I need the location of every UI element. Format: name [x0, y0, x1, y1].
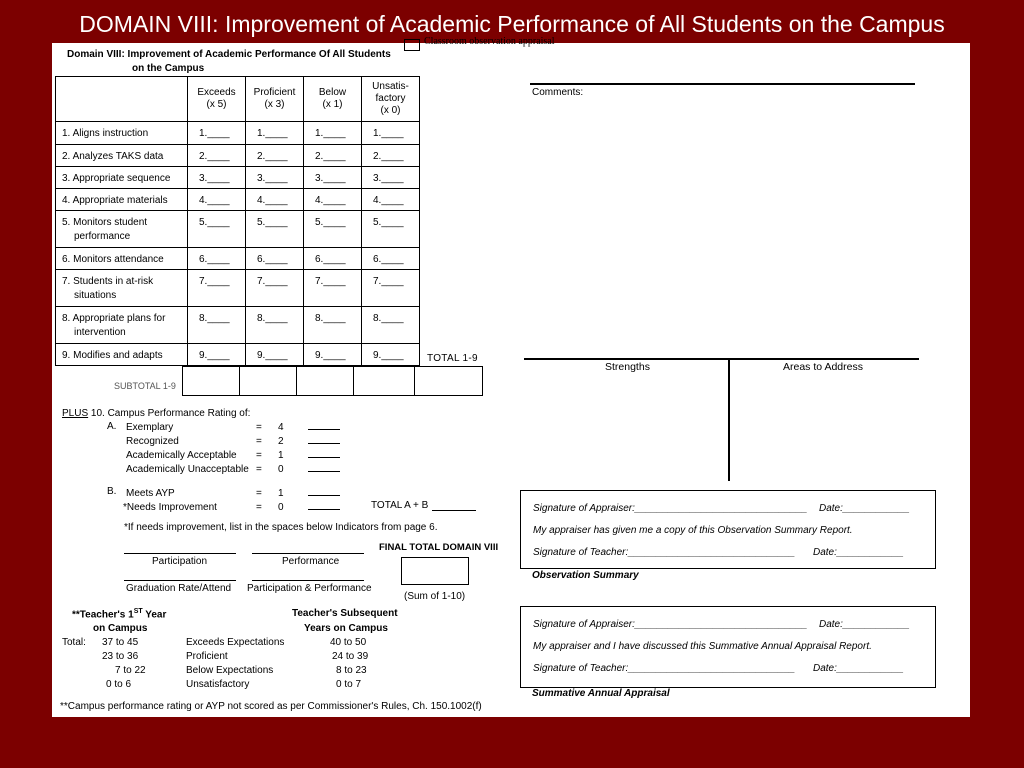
- subsequent-title: Teacher's Subsequent: [292, 608, 398, 619]
- table-row: [56, 344, 420, 366]
- first-year-title-2: on Campus: [93, 623, 148, 634]
- participation-blank[interactable]: [124, 553, 236, 554]
- appraiser-date-line[interactable]: Date:____________: [819, 503, 910, 514]
- footnote: **Campus performance rating or AYP not scored as per Commissioner's Rules, Ch. 150.1002(f): [60, 701, 482, 712]
- graduation-label: Graduation Rate/Attend: [126, 583, 232, 594]
- rating-row: Academically Unacceptable = 0: [126, 462, 340, 476]
- table-row: [56, 248, 420, 270]
- score-blank[interactable]: 5.____: [304, 211, 362, 248]
- rating-row: Academically Acceptable = 1: [126, 448, 340, 462]
- rating-blank[interactable]: [308, 420, 340, 430]
- final-total-label: FINAL TOTAL DOMAIN VIII: [379, 542, 499, 553]
- comments-label: Comments:: [532, 87, 584, 98]
- subsequent-range: 0 to 7: [336, 679, 362, 690]
- score-blank[interactable]: 2.____: [304, 145, 362, 167]
- score-blank[interactable]: 7.____: [362, 270, 420, 307]
- areas-label: Areas to Address: [783, 361, 863, 373]
- table-row: [56, 211, 420, 248]
- checkbox-caption: Classroom observation appraisal: [424, 36, 555, 47]
- total-a-b-blank[interactable]: [432, 510, 476, 511]
- score-blank[interactable]: 8.____: [304, 307, 362, 344]
- table-row: [56, 270, 420, 307]
- indicator-label: 7. Students in at-risk situations: [56, 270, 188, 307]
- table-row: [56, 167, 420, 189]
- domain-header-line1: Domain VIII: Improvement of Academic Performance Of All Students: [67, 49, 391, 60]
- section-b-letter: B.: [107, 486, 117, 497]
- rating-blank[interactable]: [308, 434, 340, 444]
- score-blank[interactable]: 6.____: [362, 248, 420, 270]
- score-blank[interactable]: 9.____: [188, 344, 246, 366]
- score-blank[interactable]: 5.____: [362, 211, 420, 248]
- summative-caption: Summative Annual Appraisal: [532, 688, 670, 699]
- subtotal-label: SUBTOTAL 1-9: [114, 381, 176, 391]
- rating-row: Recognized = 2: [126, 434, 340, 448]
- section-a-letter: A.: [107, 421, 117, 432]
- first-year-range: 7 to 22: [115, 665, 146, 676]
- score-blank[interactable]: 8.____: [188, 307, 246, 344]
- score-blank[interactable]: 4.____: [188, 189, 246, 211]
- col-proficient: Proficient (x 3): [246, 77, 304, 122]
- participation-label: Participation: [152, 556, 208, 567]
- appraiser-signature-line[interactable]: Signature of Appraiser:_______________________________: [533, 619, 808, 630]
- score-blank[interactable]: 8.____: [246, 307, 304, 344]
- total-label: Total:: [62, 637, 86, 648]
- score-blank[interactable]: 3.____: [246, 167, 304, 189]
- rating-blank[interactable]: [308, 486, 340, 496]
- score-blank[interactable]: 7.____: [246, 270, 304, 307]
- col-below: Below (x 1): [304, 77, 362, 122]
- score-blank[interactable]: 1.____: [304, 122, 362, 145]
- table-row: [56, 189, 420, 211]
- subsequent-range: 8 to 23: [336, 665, 367, 676]
- indicator-label: 8. Appropriate plans for intervention: [56, 307, 188, 344]
- score-blank[interactable]: 2.____: [246, 145, 304, 167]
- rating-blank[interactable]: [308, 500, 340, 510]
- score-blank[interactable]: 9.____: [362, 344, 420, 366]
- checkbox[interactable]: [404, 39, 420, 51]
- indicator-label: 2. Analyzes TAKS data: [56, 145, 188, 167]
- score-blank[interactable]: 1.____: [188, 122, 246, 145]
- sum-label: (Sum of 1-10): [404, 591, 466, 602]
- score-blank[interactable]: 6.____: [188, 248, 246, 270]
- table-row: [56, 145, 420, 167]
- improvement-note: *If needs improvement, list in the spaces below Indicators from page 6.: [124, 522, 438, 533]
- teacher-signature-line[interactable]: Signature of Teacher:______________________________: [533, 663, 796, 674]
- score-blank[interactable]: 2.____: [362, 145, 420, 167]
- rating-blank[interactable]: [308, 448, 340, 458]
- score-table-header: [56, 77, 420, 122]
- domain-header-line2: on the Campus: [132, 63, 205, 74]
- strengths-rule: [524, 358, 919, 360]
- teacher-date-line[interactable]: Date:____________: [813, 663, 904, 674]
- score-blank[interactable]: 2.____: [188, 145, 246, 167]
- summative-signature-box: [520, 606, 936, 688]
- score-table: [55, 76, 420, 366]
- table-row: [56, 122, 420, 145]
- first-year-title: **Teacher's 1ST Year: [72, 608, 167, 621]
- rating-row: Meets AYP = 1: [126, 486, 340, 500]
- comments-top-rule: [530, 83, 915, 85]
- teacher-signature-line[interactable]: Signature of Teacher:______________________________: [533, 547, 796, 558]
- final-total-box[interactable]: [401, 557, 469, 585]
- rating-name: Exceeds Expectations: [186, 637, 285, 648]
- score-blank[interactable]: 5.____: [188, 211, 246, 248]
- strengths-label: Strengths: [605, 361, 650, 373]
- subtotal-unsatisfactory[interactable]: [353, 366, 415, 396]
- score-blank[interactable]: 1.____: [362, 122, 420, 145]
- score-blank[interactable]: 6.____: [246, 248, 304, 270]
- subsequent-range: 24 to 39: [332, 651, 369, 662]
- subsequent-title-2: Years on Campus: [304, 623, 388, 634]
- indicator-label: 5. Monitors student performance: [56, 211, 188, 248]
- score-blank[interactable]: 7.____: [304, 270, 362, 307]
- total-1-9-box[interactable]: [414, 366, 483, 396]
- appraisal-form: [52, 36, 970, 717]
- score-blank[interactable]: 7.____: [188, 270, 246, 307]
- rating-name: Below Expectations: [186, 665, 274, 676]
- observation-note: My appraiser has given me a copy of this Observation Summary Report.: [533, 525, 853, 536]
- score-blank[interactable]: 1.____: [246, 122, 304, 145]
- score-blank[interactable]: 9.____: [304, 344, 362, 366]
- campus-rating-title: PLUS 10. Campus Performance Rating of:: [62, 408, 251, 419]
- performance-label: Performance: [282, 556, 340, 567]
- rating-blank[interactable]: [308, 462, 340, 472]
- subtotal-exceeds[interactable]: [182, 366, 240, 396]
- observation-caption: Observation Summary: [532, 570, 639, 581]
- first-year-range: 23 to 36: [102, 651, 139, 662]
- participation-performance-label: Participation & Performance: [247, 583, 372, 594]
- total-1-9-label: TOTAL 1-9: [427, 353, 478, 364]
- performance-blank[interactable]: [252, 553, 364, 554]
- summative-note: My appraiser and I have discussed this Summative Annual Appraisal Report.: [533, 641, 872, 652]
- col-exceeds: Exceeds (x 5): [188, 77, 246, 122]
- score-blank[interactable]: 3.____: [304, 167, 362, 189]
- observation-signature-box: [520, 490, 936, 569]
- header-blank: [56, 77, 188, 122]
- first-year-range: 37 to 45: [102, 637, 139, 648]
- slide-title: DOMAIN VIII: Improvement of Academic Performance of All Students on the Campus: [79, 11, 945, 37]
- score-blank[interactable]: 4.____: [362, 189, 420, 211]
- col-unsatisfactory: Unsatis- factory (x 0): [362, 77, 420, 122]
- first-year-range: 0 to 6: [106, 679, 132, 690]
- appraiser-signature-line[interactable]: Signature of Appraiser:_______________________________: [533, 503, 808, 514]
- subsequent-range: 40 to 50: [330, 637, 367, 648]
- score-blank[interactable]: 3.____: [362, 167, 420, 189]
- total-a-b-label: TOTAL A + B: [371, 500, 429, 511]
- indicator-label: 9. Modifies and adapts: [56, 344, 188, 366]
- rating-row: *Needs Improvement = 0: [123, 500, 340, 514]
- score-blank[interactable]: 5.____: [246, 211, 304, 248]
- indicator-label: 1. Aligns instruction: [56, 122, 188, 145]
- rating-name: Proficient: [186, 651, 228, 662]
- score-blank[interactable]: 9.____: [246, 344, 304, 366]
- table-row: [56, 307, 420, 344]
- appraiser-date-line[interactable]: Date:____________: [819, 619, 910, 630]
- subtotal-below[interactable]: [296, 366, 354, 396]
- score-blank[interactable]: 3.____: [188, 167, 246, 189]
- rating-name: Unsatisfactory: [186, 679, 250, 690]
- score-blank[interactable]: 4.____: [304, 189, 362, 211]
- indicator-label: 3. Appropriate sequence: [56, 167, 188, 189]
- participation-performance-blank[interactable]: [252, 580, 364, 581]
- graduation-blank[interactable]: [124, 580, 236, 581]
- rating-row: Exemplary = 4: [126, 420, 340, 434]
- indicator-label: 4. Appropriate materials: [56, 189, 188, 211]
- indicator-label: 6. Monitors attendance: [56, 248, 188, 270]
- score-blank[interactable]: 8.____: [362, 307, 420, 344]
- strengths-divider: [728, 359, 730, 481]
- teacher-date-line[interactable]: Date:____________: [813, 547, 904, 558]
- subtotal-proficient[interactable]: [239, 366, 297, 396]
- score-blank[interactable]: 6.____: [304, 248, 362, 270]
- score-blank[interactable]: 4.____: [246, 189, 304, 211]
